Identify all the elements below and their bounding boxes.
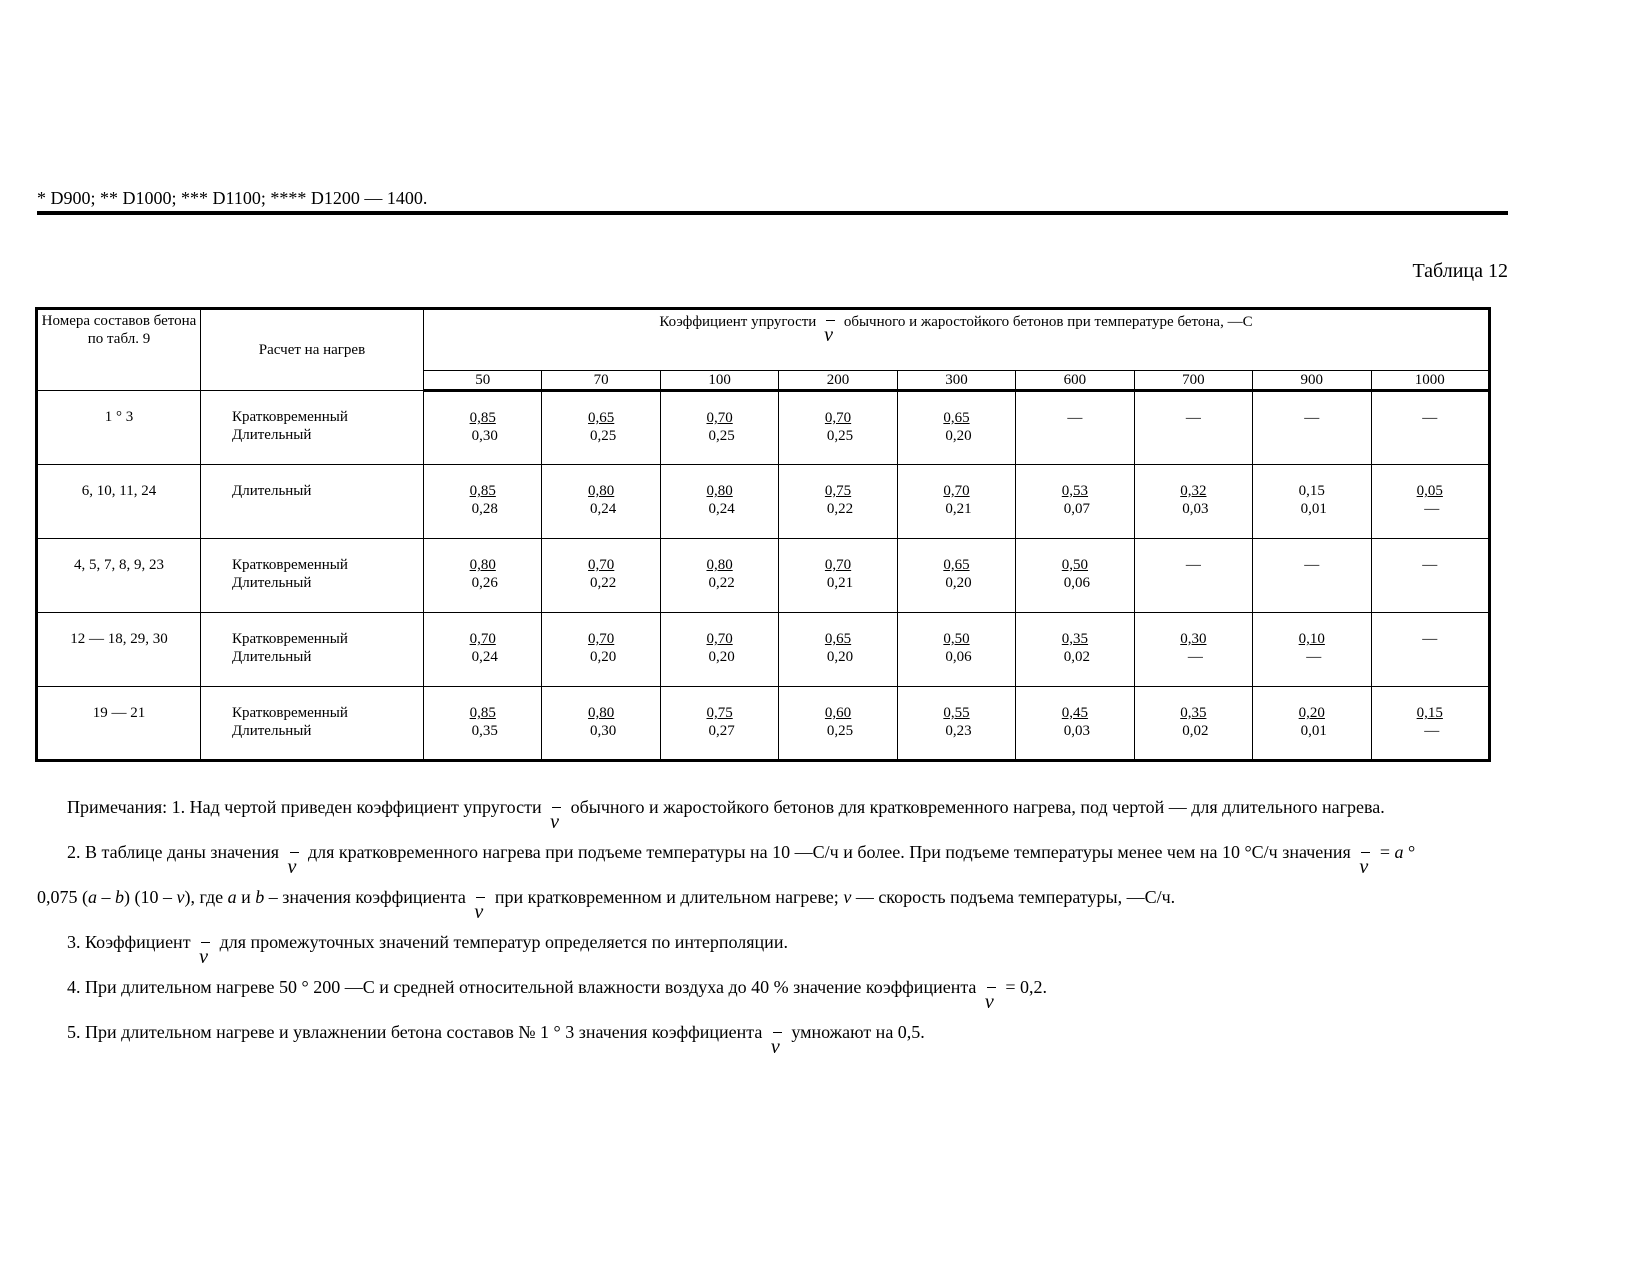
header-heating: Расчет на нагрев — [201, 309, 424, 391]
table-row — [37, 687, 1490, 761]
coefficient-cell — [1134, 391, 1252, 465]
coefficient-cell — [1253, 465, 1371, 539]
heating-cell — [201, 465, 424, 539]
coefficient-short-term: — — [1422, 631, 1438, 647]
coefficient-cell — [1253, 613, 1371, 687]
coefficient-cell — [424, 465, 542, 539]
coefficient-short-term: 0,50 — [1061, 557, 1089, 573]
temperature-header: 600 — [1016, 371, 1134, 391]
coefficient-long-term: 0,25 — [826, 723, 854, 739]
coefficient-cell — [1371, 613, 1490, 687]
coefficient-cell — [542, 687, 660, 761]
coefficient-long-term: 0,06 — [1063, 575, 1091, 591]
coefficient-short-term: 0,80 — [588, 483, 615, 499]
coefficient-long-term: 0,23 — [945, 723, 972, 739]
table-row — [37, 465, 1490, 539]
coefficient-long-term: 0,01 — [1300, 723, 1327, 739]
coefficient-cell — [542, 539, 660, 613]
coefficient-long-term: 0,07 — [1063, 501, 1091, 517]
coefficient-cell — [542, 613, 660, 687]
coefficient-long-term: 0,06 — [945, 649, 972, 665]
note-2: 2. В таблице даны значения ν для кратковременного нагрева при подъеме температуры на 10 —С/ч и более. При подъеме температуры менее чем на 10 °С/ч значения ν = a ° — [67, 842, 1416, 878]
temperature-header: 50 — [424, 371, 542, 391]
coefficient-cell — [660, 539, 778, 613]
coefficient-cell — [1016, 613, 1134, 687]
nu-symbol: ν — [983, 979, 999, 993]
coefficient-cell — [1016, 687, 1134, 761]
coefficient-long-term: 0,20 — [590, 649, 617, 665]
coefficient-short-term: 0,80 — [706, 483, 733, 499]
coefficient-short-term: 0,20 — [1298, 705, 1325, 721]
coefficient-long-term: 0,24 — [471, 649, 498, 665]
heating-mode: Длительный — [232, 427, 312, 443]
coefficient-short-term: — — [1422, 557, 1438, 573]
coefficient-short-term: 0,70 — [588, 557, 615, 573]
coefficient-short-term: 0,65 — [943, 557, 970, 573]
coefficient-long-term: 0,25 — [708, 428, 735, 444]
header-composition: Номера составов бетона по табл. 9 — [37, 309, 201, 391]
coefficient-short-term: 0,15 — [1416, 705, 1443, 721]
coefficient-short-term: 0,35 — [1180, 705, 1207, 721]
coefficient-long-term: 0,25 — [826, 428, 854, 444]
coefficient-short-term: — — [1422, 410, 1438, 426]
temperature-header: 200 — [779, 371, 897, 391]
coefficient-cell — [1371, 687, 1490, 761]
elasticity-coefficient-table — [35, 307, 1491, 762]
coefficient-long-term: 0,20 — [826, 649, 854, 665]
coefficient-cell — [779, 391, 897, 465]
coefficient-long-term: 0,24 — [708, 501, 735, 517]
coefficient-short-term: 0,65 — [824, 631, 852, 647]
coefficient-cell — [1134, 539, 1252, 613]
table-caption: Таблица 12 — [1412, 260, 1508, 282]
coefficient-short-term: 0,70 — [943, 483, 970, 499]
heating-mode: Кратковременный — [232, 705, 348, 721]
coefficient-short-term: 0,80 — [469, 557, 496, 573]
heating-mode: Длительный — [232, 483, 312, 499]
coefficient-cell — [1134, 465, 1252, 539]
heating-cell — [201, 539, 424, 613]
coefficient-short-term: 0,70 — [469, 631, 496, 647]
coefficient-short-term: 0,80 — [588, 705, 615, 721]
coefficient-long-term: 0,02 — [1063, 649, 1091, 665]
composition-cell: 4, 5, 7, 8, 9, 23 — [37, 539, 201, 613]
nu-symbol: ν — [769, 1024, 785, 1038]
coefficient-cell — [1253, 687, 1371, 761]
nu-symbol: ν — [1357, 844, 1373, 858]
heating-mode: Длительный — [232, 723, 312, 739]
coefficient-long-term: — — [1187, 649, 1203, 665]
note-4: 4. При длительном нагреве 50 ° 200 —С и средней относительной влажности воздуха до 40 % значение коэффициента ν = 0,2. — [67, 977, 1048, 1013]
coefficient-cell — [660, 613, 778, 687]
temperature-header: 300 — [897, 371, 1015, 391]
coefficient-long-term: 0,20 — [945, 575, 972, 591]
coefficient-long-term: 0,20 — [708, 649, 735, 665]
coefficient-short-term: 0,70 — [824, 557, 852, 573]
temperature-header: 900 — [1253, 371, 1371, 391]
coefficient-short-term: — — [1185, 557, 1201, 573]
coefficient-long-term: — — [1306, 649, 1322, 665]
coefficient-short-term: 0,75 — [824, 483, 852, 499]
coefficient-cell — [1134, 687, 1252, 761]
header-group-text-after: обычного и жаростойкого бетонов при температуре бетона, —С — [843, 314, 1253, 330]
coefficient-short-term: 0,80 — [706, 557, 733, 573]
coefficient-cell — [424, 539, 542, 613]
header-coefficient-group — [424, 309, 1490, 371]
coefficient-cell — [779, 687, 897, 761]
coefficient-short-term: 0,85 — [469, 705, 496, 721]
note-3: 3. Коэффициент ν для промежуточных значений температур определяется по интерполяции. — [67, 932, 788, 968]
nu-symbol: ν — [197, 934, 213, 948]
coefficient-cell — [897, 465, 1015, 539]
coefficient-long-term: 0,24 — [590, 501, 617, 517]
coefficient-short-term: 0,65 — [943, 410, 970, 426]
horizontal-rule — [37, 211, 1508, 215]
coefficient-short-term: 0,50 — [943, 631, 970, 647]
coefficient-long-term: 0,35 — [471, 723, 498, 739]
coefficient-short-term: — — [1304, 557, 1320, 573]
nu-symbol: ν — [472, 889, 488, 903]
coefficient-short-term: 0,70 — [706, 410, 733, 426]
heating-cell — [201, 687, 424, 761]
coefficient-short-term: — — [1067, 410, 1083, 426]
coefficient-cell — [660, 391, 778, 465]
note-1: Примечания: 1. Над чертой приведен коэффициент упругости ν обычного и жаростойкого бетонов для кратковременного нагрева, под чертой — для длительного нагрева. — [67, 797, 1385, 833]
coefficient-cell — [660, 465, 778, 539]
coefficient-cell — [779, 613, 897, 687]
coefficient-cell — [897, 613, 1015, 687]
temperature-header: 700 — [1134, 371, 1252, 391]
coefficient-short-term: 0,32 — [1180, 483, 1207, 499]
table-body — [37, 391, 1490, 761]
coefficient-cell — [1371, 391, 1490, 465]
heating-mode: Кратковременный — [232, 557, 348, 573]
coefficient-cell — [1253, 539, 1371, 613]
coefficient-cell — [1134, 613, 1252, 687]
footnote-density-marks: * D900; ** D1000; *** D1100; **** D1200 — 1400. — [37, 188, 428, 208]
heating-mode: Длительный — [232, 649, 312, 665]
coefficient-long-term: — — [1424, 501, 1440, 517]
heating-mode: Кратковременный — [232, 631, 348, 647]
coefficient-long-term: 0,21 — [945, 501, 972, 517]
coefficient-short-term: — — [1185, 410, 1201, 426]
coefficient-long-term: 0,25 — [590, 428, 617, 444]
coefficient-cell — [897, 391, 1015, 465]
table-row — [37, 539, 1490, 613]
nu-symbol: ν — [286, 844, 302, 858]
coefficient-long-term: 0,03 — [1063, 723, 1091, 739]
coefficient-long-term: 0,01 — [1300, 501, 1327, 517]
coefficient-cell — [1253, 391, 1371, 465]
coefficient-long-term: 0,30 — [590, 723, 617, 739]
coefficient-cell — [779, 539, 897, 613]
coefficient-short-term: 0,60 — [824, 705, 852, 721]
coefficient-cell — [542, 391, 660, 465]
heating-cell — [201, 613, 424, 687]
coefficient-short-term: 0,70 — [706, 631, 733, 647]
coefficient-cell — [424, 687, 542, 761]
coefficient-short-term: 0,30 — [1180, 631, 1207, 647]
coefficient-cell — [1016, 465, 1134, 539]
coefficient-long-term: 0,30 — [471, 428, 498, 444]
coefficient-short-term: 0,45 — [1061, 705, 1089, 721]
coefficient-short-term: 0,75 — [706, 705, 733, 721]
coefficient-short-term: 0,15 — [1298, 483, 1325, 499]
heating-mode: Длительный — [232, 575, 312, 591]
coefficient-short-term: 0,85 — [469, 410, 496, 426]
coefficient-short-term: 0,70 — [588, 631, 615, 647]
coefficient-cell — [1016, 539, 1134, 613]
coefficient-cell — [660, 687, 778, 761]
temperature-header: 1000 — [1371, 371, 1490, 391]
coefficient-long-term: — — [1424, 723, 1440, 739]
coefficient-cell — [1371, 539, 1490, 613]
coefficient-short-term: 0,05 — [1416, 483, 1443, 499]
coefficient-long-term: 0,03 — [1182, 501, 1209, 517]
coefficient-short-term: 0,85 — [469, 483, 496, 499]
coefficient-long-term: 0,22 — [708, 575, 735, 591]
coefficient-cell — [1371, 465, 1490, 539]
nu-symbol: ν — [548, 799, 564, 813]
notes — [37, 785, 1512, 1058]
composition-cell: 6, 10, 11, 24 — [37, 465, 201, 539]
note-5: 5. При длительном нагреве и увлажнении бетона составов № 1 ° 3 значения коэффициента ν умножают на 0,5. — [67, 1022, 925, 1058]
coefficient-cell — [424, 613, 542, 687]
coefficient-long-term: 0,20 — [945, 428, 972, 444]
temperature-header: 100 — [660, 371, 778, 391]
coefficient-long-term: 0,27 — [708, 723, 735, 739]
table-row — [37, 391, 1490, 465]
coefficient-cell — [897, 539, 1015, 613]
composition-cell: 1 ° 3 — [37, 391, 201, 465]
coefficient-short-term: 0,53 — [1061, 483, 1089, 499]
coefficient-long-term: 0,22 — [826, 501, 854, 517]
coefficient-short-term: 0,70 — [824, 410, 852, 426]
temperature-header: 70 — [542, 371, 660, 391]
heating-mode: Кратковременный — [232, 409, 348, 425]
coefficient-short-term: 0,10 — [1298, 631, 1325, 647]
coefficient-cell — [897, 687, 1015, 761]
coefficient-cell — [542, 465, 660, 539]
heating-cell — [201, 391, 424, 465]
coefficient-long-term: 0,28 — [471, 501, 498, 517]
coefficient-long-term: 0,02 — [1182, 723, 1209, 739]
coefficient-cell — [424, 391, 542, 465]
coefficient-long-term: 0,21 — [826, 575, 854, 591]
coefficient-long-term: 0,22 — [590, 575, 617, 591]
coefficient-cell — [1016, 391, 1134, 465]
composition-cell: 12 — 18, 29, 30 — [37, 613, 201, 687]
coefficient-short-term: 0,35 — [1061, 631, 1089, 647]
header-group-text-before: Коэффициент упругости — [659, 314, 817, 330]
note-2-continued: 0,075 (a – b) (10 – v), где a и b – значения коэффициента ν при кратковременном и длительном нагреве; v — скорость подъема температуры, —С/ч. — [37, 887, 1176, 923]
coefficient-short-term: 0,55 — [943, 705, 970, 721]
nu-symbol: ν — [822, 312, 838, 326]
coefficient-short-term: 0,65 — [588, 410, 615, 426]
composition-cell: 19 — 21 — [37, 687, 201, 761]
coefficient-short-term: — — [1304, 410, 1320, 426]
coefficient-cell — [779, 465, 897, 539]
table-row — [37, 613, 1490, 687]
coefficient-long-term: 0,26 — [471, 575, 498, 591]
